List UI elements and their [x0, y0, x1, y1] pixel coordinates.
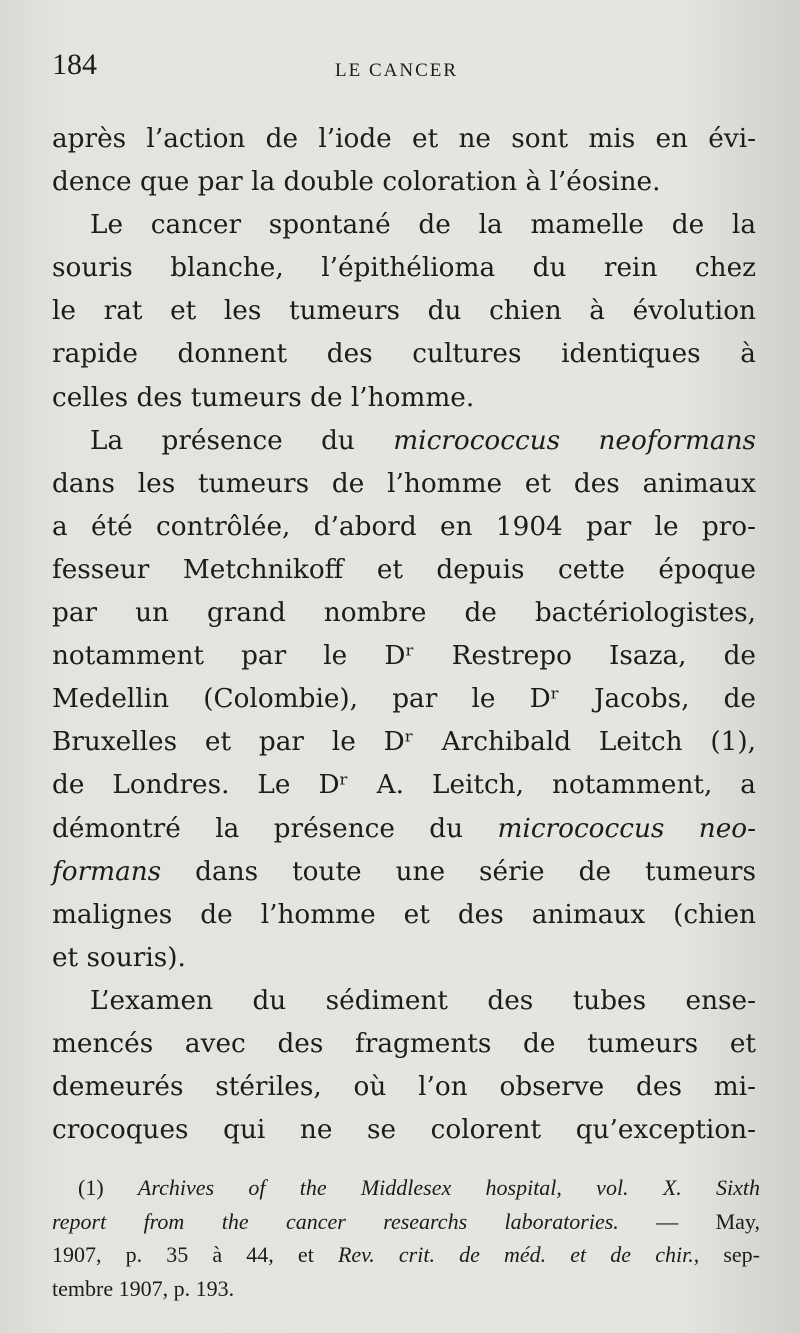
body-text — [52, 118, 756, 1152]
footnote-line — [52, 1205, 760, 1239]
body-line — [52, 420, 756, 463]
footnote-text-run: 1907, p. 35 à 44, et — [52, 1242, 338, 1267]
body-line: notamment par le Dʳ Restrepo Isaza, de — [52, 641, 756, 672]
footnote-citation-italic: report from the cancer researchs laboratories. — [52, 1208, 619, 1234]
body-line — [52, 851, 756, 894]
body-line: demeurés stériles, où l’on observe des mi- — [52, 1072, 756, 1103]
body-line: et souris). — [52, 942, 186, 973]
species-name-italic: micrococcus neo- — [497, 813, 756, 844]
body-line — [52, 808, 756, 851]
body-line: le rat et les tumeurs du chien à évolution — [52, 296, 756, 327]
page-number: 184 — [52, 48, 97, 81]
footnote-line — [52, 1238, 760, 1272]
body-line: L’examen du sédiment des tubes ense- — [90, 985, 756, 1016]
body-line: dans les tumeurs de l’homme et des animaux — [52, 468, 756, 499]
page-header — [52, 48, 748, 88]
body-line: dence que par la double coloration à l’éosine. — [52, 167, 661, 198]
body-line: crocoques qui ne se colorent qu’exception- — [52, 1115, 756, 1146]
footnote-citation-italic: Archives of the Middlesex hospital, vol. X. Sixth — [137, 1175, 761, 1200]
body-line: Medellin (Colombie), par le Dʳ Jacobs, de — [52, 684, 756, 715]
running-head: LE CANCER — [335, 60, 459, 81]
body-line: Le cancer spontané de la mamelle de la — [90, 210, 756, 241]
body-line: rapide donnent des cultures identiques à — [52, 339, 756, 370]
footnote — [52, 1171, 760, 1305]
body-text-run: démontré la présence du — [52, 813, 498, 844]
footnote-marker: (1) — [78, 1175, 138, 1200]
body-line: après l’action de l’iode et ne sont mis en évi- — [52, 124, 756, 154]
body-line: mencés avec des fragments de tumeurs et — [52, 1028, 756, 1059]
body-line: par un grand nombre de bactériologistes, — [52, 598, 756, 629]
body-line: fesseur Metchnikoff et depuis cette époque — [52, 554, 756, 585]
species-name-italic: formans — [52, 856, 162, 887]
body-line: de Londres. Le Dʳ A. Leitch, notamment, a — [52, 770, 756, 801]
body-line: malignes de l’homme et des animaux (chien — [52, 899, 756, 930]
footnote-text-run: , sep- — [693, 1242, 760, 1267]
body-line: Bruxelles et par le Dʳ Archibald Leitch (1), — [52, 727, 756, 758]
body-line: celles des tumeurs de l’homme. — [52, 382, 475, 413]
body-text-run: dans toute une série de tumeurs — [161, 856, 756, 887]
footnote-line: tembre 1907, p. 193. — [52, 1275, 235, 1301]
body-line: souris blanche, l’épithélioma du rein chez — [52, 253, 756, 284]
species-name-italic: micrococcus neoformans — [393, 425, 757, 456]
footnote-line — [52, 1171, 760, 1205]
body-line: a été contrôlée, d’abord en 1904 par le pro- — [52, 511, 756, 542]
footnote-citation-italic: Rev. crit. de méd. et de chir. — [337, 1242, 694, 1267]
body-text-run: La présence du — [90, 425, 394, 456]
footnote-text-run: — May, — [618, 1208, 760, 1234]
